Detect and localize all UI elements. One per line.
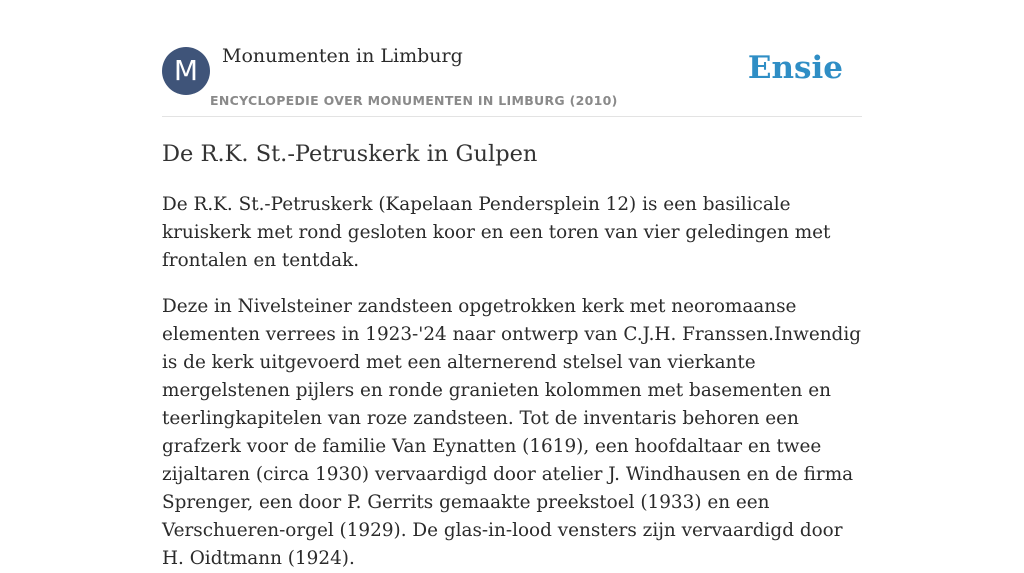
article <box>162 138 862 573</box>
site-subtitle: ENCYCLOPEDIE OVER MONUMENTEN IN LIMBURG (2010) <box>210 93 618 108</box>
article-paragraph: De R.K. St.-Petruskerk (Kapelaan Pendersplein 12) is een basilicale kruiskerk met rond gesloten koor en een toren van vier geledingen met frontalen en tentdak. <box>162 194 831 271</box>
article-title: De R.K. St.-Petruskerk in Gulpen <box>162 141 538 167</box>
article-paragraph: Deze in Nivelsteiner zandsteen opgetrokken kerk met neoromaanse elementen verrees in 1923-'24 naar ontwerp van C.J.H. Franssen.Inwendig is de kerk uitgevoerd met een alternerend stelsel van vierkante mergelstenen pijlers en ronde granieten kolommen met basementen en teerlingkapitelen van roze zandsteen. Tot de inventaris behoren een grafzerk voor de familie Van Eynatten (1619), een hoofdaltaar en twee zijaltaren (circa 1930) vervaardigd door atelier J. Windhausen en de firma Sprenger, een door P. Gerrits gemaakte preekstoel (1933) en een Verschueren-orgel (1929). De glas-in-lood vensters zijn vervaardigd door H. Oidtmann (1924). <box>162 296 861 569</box>
ensie-logo[interactable]: Ensie <box>747 50 843 86</box>
site-title-link[interactable]: Monumenten in Limburg <box>222 45 463 67</box>
avatar[interactable]: M <box>162 47 210 95</box>
page-header <box>162 0 862 117</box>
